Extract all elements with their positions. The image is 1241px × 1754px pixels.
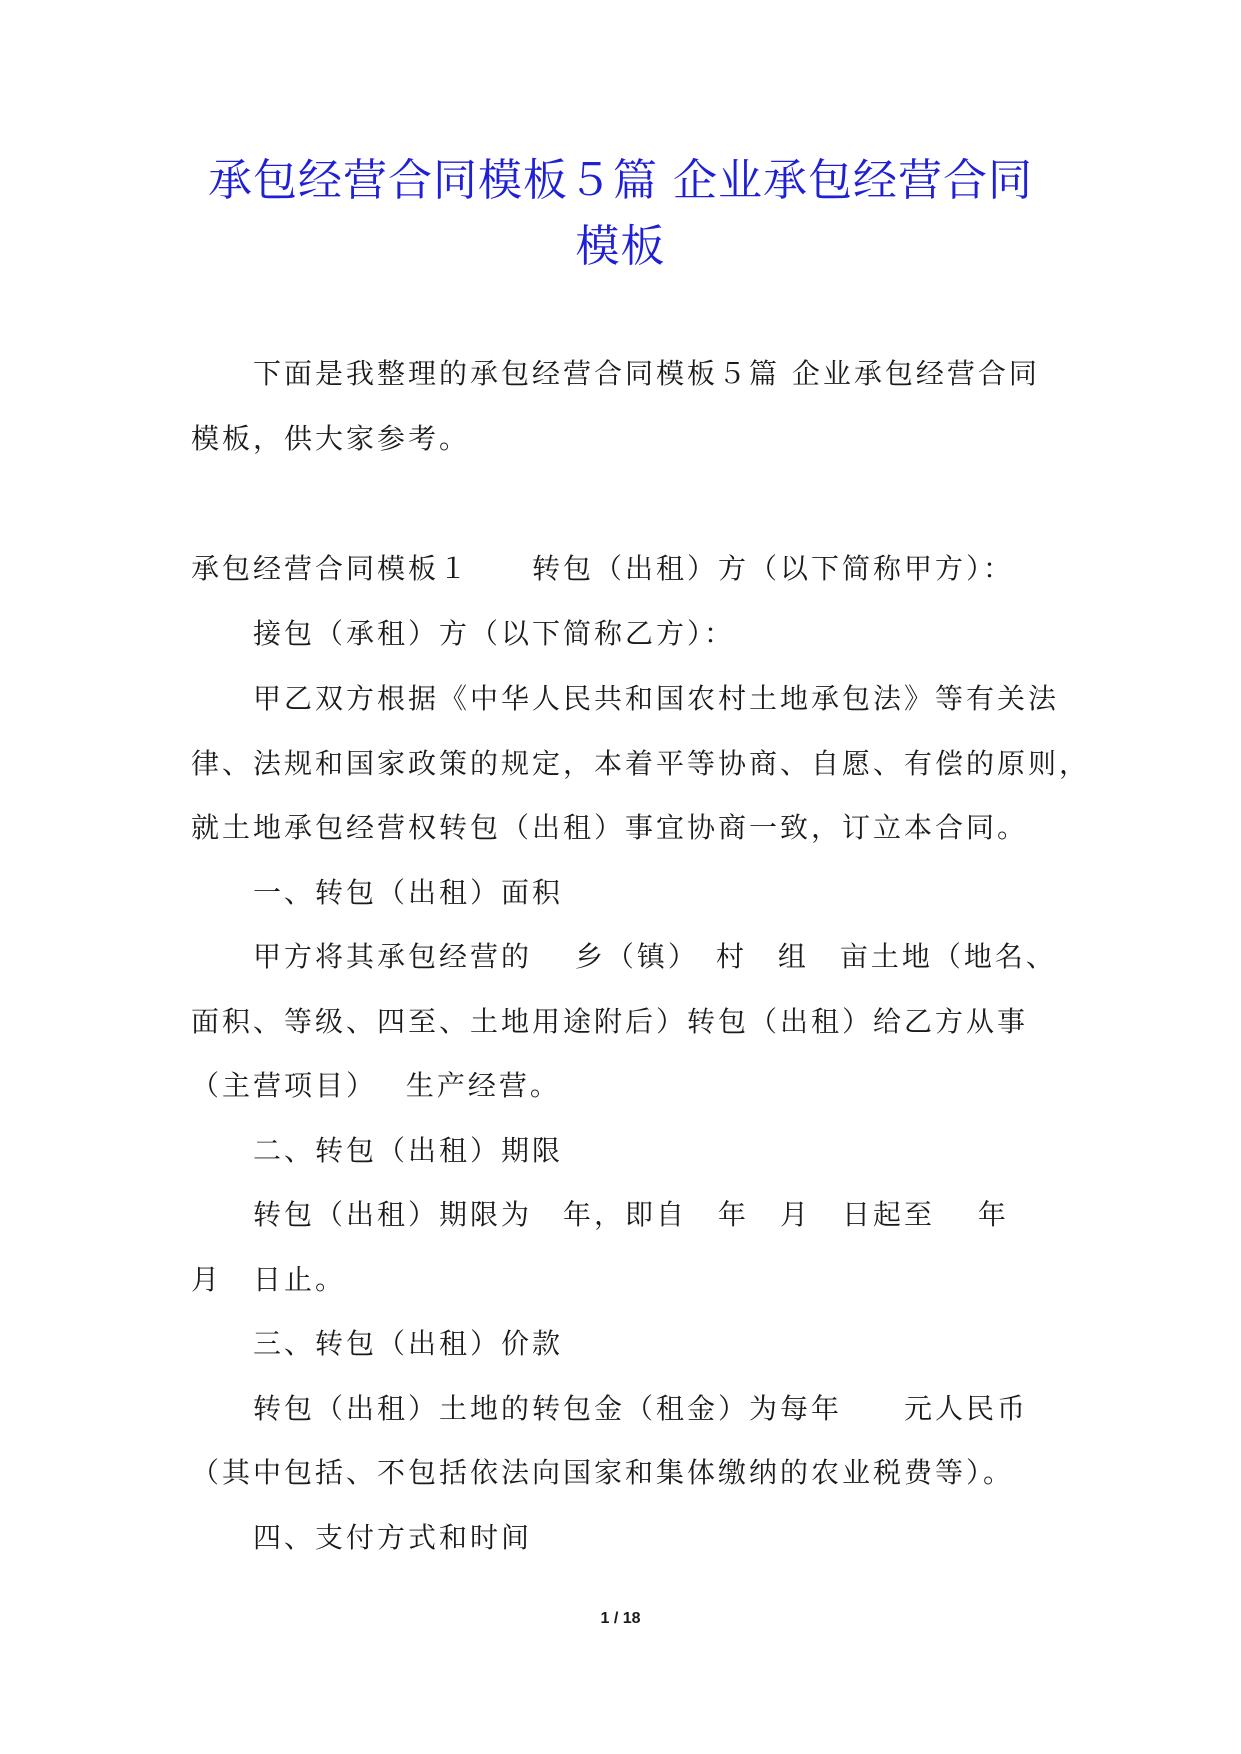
body-line: 一、转包（出租）面积 [253, 876, 564, 909]
body-line: 甲方将其承包经营的 乡（镇） 村 组 亩土地（地名、 [253, 940, 1057, 973]
body-line: 三、转包（出租）价款 [253, 1327, 564, 1360]
body-line: （主营项目） 生产经营。 [191, 1069, 561, 1102]
body-line: 下面是我整理的承包经营合同模板５篇 企业承包经营合同 [253, 357, 1040, 390]
document-title [150, 148, 1091, 280]
body-line: 承包经营合同模板１ 转包（出租）方（以下简称甲方）： [191, 552, 1015, 585]
body-line: 转包（出租）期限为 年，即自 年 月 日起至 年 [253, 1198, 1009, 1231]
document-title-line-1: 承包经营合同模板５篇 企业承包经营合同 [208, 155, 1033, 206]
body-line: 就土地承包经营权转包（出租）事宜协商一致，订立本合同。 [191, 811, 1029, 844]
body-line: 接包（承租）方（以下简称乙方）： [253, 617, 736, 650]
body-line: 律、法规和国家政策的规定，本着平等协商、自愿、有偿的原则， [191, 747, 1091, 780]
body-line: 模板，供大家参考。 [191, 422, 471, 455]
body-line: 四、支付方式和时间 [253, 1521, 533, 1554]
body-line: 月 日止。 [191, 1263, 347, 1296]
body-line: 二、转包（出租）期限 [253, 1134, 564, 1167]
page-number: 1 / 18 [600, 1610, 641, 1627]
body-line: 甲乙双方根据《中华人民共和国农村土地承包法》等有关法 [253, 682, 1060, 715]
document-title-line-2: 模板 [575, 221, 666, 272]
body-line: 面积、等级、四至、土地用途附后）转包（出租）给乙方从事 [191, 1005, 1029, 1038]
body-line: 转包（出租）土地的转包金（租金）为每年 元人民币 [253, 1392, 1029, 1425]
body-line: （其中包括、不包括依法向国家和集体缴纳的农业税费等）。 [191, 1456, 1015, 1489]
